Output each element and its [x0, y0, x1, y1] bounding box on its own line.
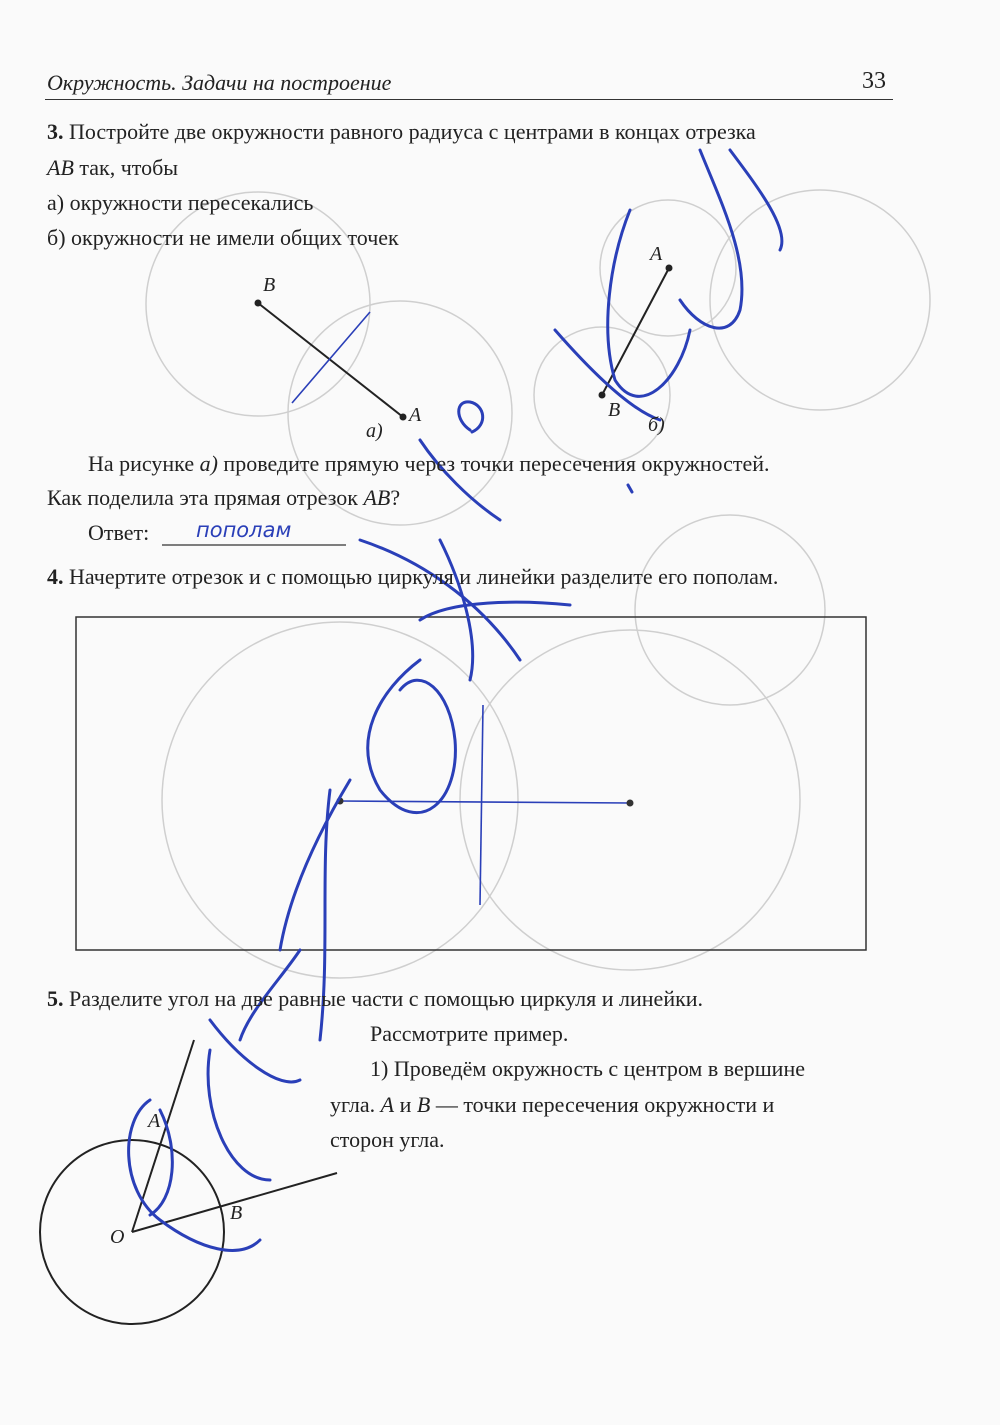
scribble-stroke: [680, 150, 742, 328]
task3-option-a: а) окружности пересекались: [47, 190, 314, 215]
q1-pre: На рисунке: [88, 451, 200, 476]
task5-label-a: A: [148, 1110, 161, 1132]
task5-step1-line2: [330, 1087, 774, 1123]
q1-it: а): [199, 451, 218, 476]
scribble-stroke: [280, 780, 350, 950]
fig-b-label-b: B: [608, 399, 621, 421]
page-header-title: Окружность. Задачи на построение: [47, 70, 392, 95]
scribble-stroke: [628, 485, 632, 492]
task5-label-b: B: [230, 1202, 243, 1224]
task4-number: 4.: [47, 564, 64, 589]
task5-example: Рассмотрите пример.: [370, 1021, 569, 1046]
fig-a-caption: а): [366, 420, 383, 442]
fig-b-caption: б): [648, 414, 665, 436]
fig-a-label-b: B: [263, 274, 276, 296]
task3-line2: [47, 150, 178, 186]
segment-ab-b: [602, 268, 669, 395]
segment-ab-a: [258, 303, 403, 417]
task3-line1: [47, 114, 756, 150]
task5-line: [47, 981, 703, 1017]
s2-mid: и: [394, 1092, 417, 1117]
scribble-stroke: [360, 540, 520, 660]
fig-b-label-a: A: [650, 243, 663, 265]
task3-number: 3.: [47, 119, 64, 144]
segment-name-ab: AB: [47, 155, 74, 180]
pencil-circle: [635, 515, 825, 705]
s2-pre: угла.: [330, 1092, 381, 1117]
q2-post: ?: [390, 485, 401, 510]
fig-a-label-a: A: [409, 404, 422, 426]
task4-perpendicular: [480, 705, 483, 905]
answer-handwritten: пополам: [196, 518, 292, 542]
q1-post: проведите прямую через точки пересечения окружностей.: [217, 451, 770, 476]
s2-b: B: [416, 1092, 431, 1117]
task5-number: 5.: [47, 986, 64, 1011]
scribble-stroke: [368, 660, 456, 813]
task3-text-line1: Постройте две окружности равного радиуса с центрами в концах отрезка: [69, 119, 756, 144]
scribble-stroke: [608, 210, 690, 396]
s2-post: — точки пересечения окружности и: [430, 1092, 775, 1117]
task5-label-o: O: [110, 1226, 125, 1248]
task3-question-line1: [88, 446, 770, 482]
pencil-circle: [710, 190, 930, 410]
q2-pre: Как поделила эта прямая отрезок: [47, 485, 364, 510]
task3-question-line2: [47, 480, 400, 516]
s2-a: A: [380, 1092, 395, 1117]
task4-point-right: [627, 800, 634, 807]
point-a-b: [666, 265, 673, 272]
task5-step1-line1: 1) Проведём окружность с центром в вершине: [370, 1056, 805, 1081]
task4-text: Начертите отрезок и с помощью циркуля и линейки разделите его пополам.: [69, 564, 779, 589]
q2-it: AB: [363, 485, 391, 510]
answer-label: Ответ:: [88, 520, 150, 545]
task4-segment: [340, 801, 630, 803]
task3-option-b: б) окружности не имели общих точек: [47, 225, 399, 250]
scribble-stroke: [459, 402, 483, 432]
task5-step1-line3: сторон угла.: [330, 1127, 445, 1152]
task3-text-line2: так, чтобы: [73, 155, 179, 180]
point-b-a: [255, 300, 262, 307]
scribble-stroke: [210, 1020, 300, 1082]
point-b-b: [599, 392, 606, 399]
task5-text: Разделите угол на две равные части с помощью циркуля и линейки.: [69, 986, 704, 1011]
point-a-a: [400, 414, 407, 421]
figure-a: [255, 300, 407, 421]
page-number: 33: [862, 68, 886, 94]
task4-line: [47, 559, 778, 595]
